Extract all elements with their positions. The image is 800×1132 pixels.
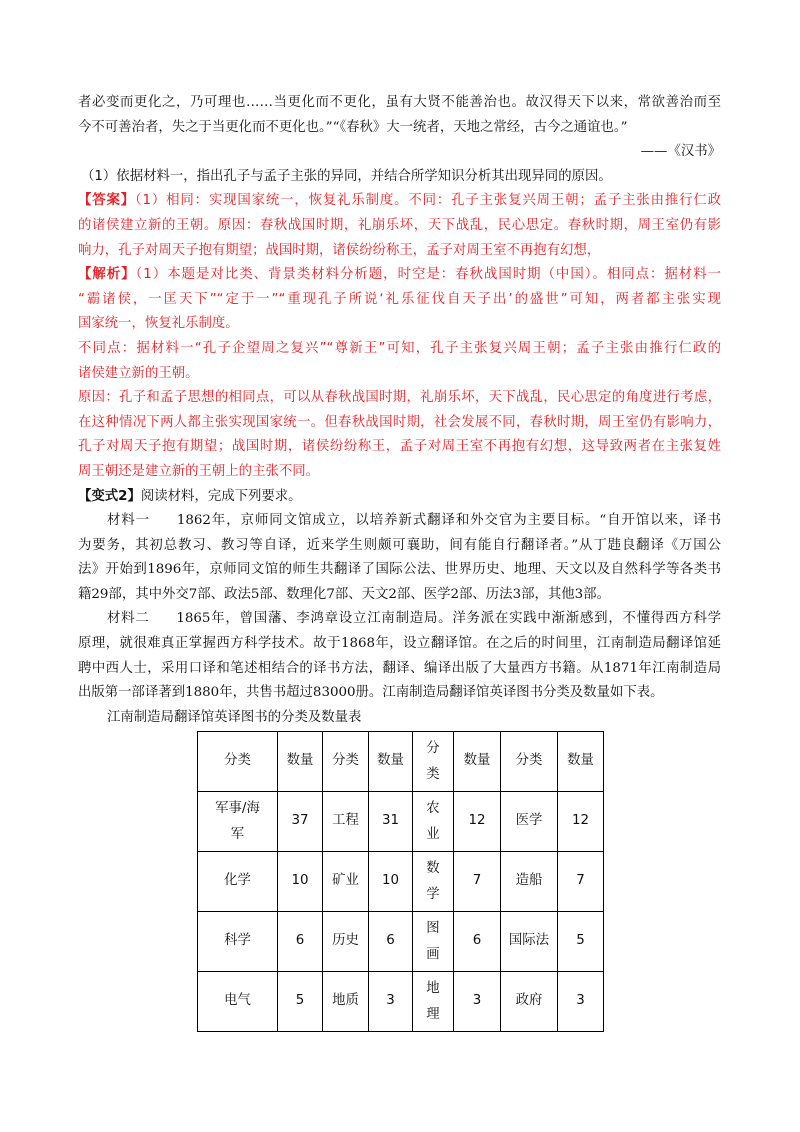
table-cell — [558, 852, 604, 912]
header-text: 分类 — [224, 753, 251, 768]
cell-text: 12 — [571, 813, 590, 828]
question-text: （1）依据材料一，指出孔子与孟子主张的异同，并结合所学知识分析其出现异同的原因。 — [81, 168, 612, 184]
table-cell — [454, 792, 501, 852]
table-cell — [413, 852, 454, 912]
table-header-cell — [369, 732, 413, 792]
table-cell — [198, 972, 278, 1032]
table-cell — [501, 972, 558, 1032]
cell-text: 历史 — [332, 933, 359, 948]
cell-text: 地质 — [332, 993, 359, 1008]
answer-line — [78, 189, 721, 214]
table-cell — [369, 912, 413, 972]
header-text: 数量 — [377, 753, 404, 768]
analysis-line: 周王朝还是建立新的王朝上的主张不同。 — [78, 463, 320, 479]
table-header-cell — [323, 732, 369, 792]
analysis-line: 原因：孔子和孟子思想的相同点，可以从春秋战国时期，礼崩乐坏，天下战乱，民心思定的角度进行考虑， — [78, 390, 721, 406]
table-cell — [501, 912, 558, 972]
table-header-cell — [278, 732, 323, 792]
material-line: 籍29部，其中外交7部、政法5部、数理化7部、天文2部、医学2部、历法3部，其他3部。 — [78, 586, 610, 602]
table-cell — [558, 912, 604, 972]
cell-text: 工程 — [332, 813, 359, 828]
table-cell — [558, 972, 604, 1032]
text-body — [78, 91, 721, 730]
cell-text: 电气 — [224, 993, 251, 1008]
table-cell — [413, 972, 454, 1032]
table-cell — [369, 792, 413, 852]
cell-text: 3 — [472, 993, 482, 1008]
cell-text: 6 — [295, 933, 305, 948]
table-header-cell — [413, 732, 454, 792]
material-line: 原理，就很难真正掌握西方科学技术。故于1868年，设立翻译馆。在之后的时间里，江南制造局翻译馆延 — [78, 636, 721, 652]
material-line: 出版第一部译著到1880年，共售书超过83000册。江南制造局翻译馆英译图书分类及数量如下表。 — [78, 685, 664, 701]
analysis-line: 国家统一，恢复礼乐制度。 — [78, 316, 239, 332]
table-row — [198, 912, 604, 972]
book-category-table — [197, 731, 604, 1032]
cell-text: 6 — [472, 933, 482, 948]
cell-text: 数学 — [426, 860, 440, 902]
cell-text: 5 — [295, 993, 305, 1008]
cell-text: 化学 — [224, 873, 251, 888]
answer-line: 的诸侯建立新的王朝。原因：春秋战国时期，礼崩乐坏，天下战乱，民心思定。春秋时期，周王室仍有影 — [78, 217, 721, 233]
variant-label: 【变式2】 — [78, 488, 141, 504]
table-cell — [278, 852, 323, 912]
cell-text: 科学 — [224, 933, 251, 948]
analysis-line — [78, 263, 721, 288]
analysis-line: 诸侯建立新的王朝。 — [78, 365, 199, 381]
table-cell — [369, 852, 413, 912]
material-line: 为要务，其初总教习、教习等自译，近来学生则颇可襄助，间有能自行翻译者。”从丁韪良翻译《万国公 — [78, 537, 721, 553]
cell-text: 政府 — [515, 993, 543, 1008]
table-cell — [413, 792, 454, 852]
cell-text: 37 — [291, 813, 309, 828]
table-cell — [454, 912, 501, 972]
answer-text: （1）相同：实现国家统一，恢复礼乐制度。不同：孔子主张复兴周王朝；孟子主张由推行仁政 — [135, 193, 721, 209]
cell-text: 12 — [468, 813, 486, 828]
table-header-cell — [501, 732, 558, 792]
table-cell — [454, 852, 501, 912]
table-cell — [198, 852, 278, 912]
table-cell — [369, 972, 413, 1032]
analysis-line: 孔子对周天子抱有期望；战国时期，诸侯纷纷称王，孟子对周王室不再抱有幻想，这导致两者在主张复姓 — [78, 439, 721, 455]
variant-instruction: 阅读材料，完成下列要求。 — [140, 488, 302, 504]
table-cell — [323, 852, 369, 912]
cell-text: 地理 — [426, 980, 440, 1022]
cell-text: 3 — [386, 993, 395, 1008]
table-cell — [323, 912, 369, 972]
header-text: 数量 — [286, 753, 314, 768]
quote-line: 今不可善治者，失之于当更化而不更化也。”“《春秋》大一统者，天地之常经，古今之通谊也。” — [78, 119, 628, 135]
table-cell — [323, 792, 369, 852]
table-cell — [198, 912, 278, 972]
cell-text: 31 — [381, 813, 400, 828]
table-cell — [454, 972, 501, 1032]
cell-text: 7 — [472, 873, 482, 888]
header-text: 数量 — [463, 753, 491, 768]
cell-text: 10 — [381, 873, 400, 888]
table-cell — [198, 792, 278, 852]
table-row — [198, 852, 604, 912]
table-cell — [278, 912, 323, 972]
table-cell — [501, 792, 558, 852]
material-line — [78, 509, 721, 534]
table-header-cell — [198, 732, 278, 792]
cell-text: 矿业 — [332, 873, 359, 888]
cell-text: 3 — [576, 993, 585, 1008]
table-cell — [323, 972, 369, 1032]
header-text: 分类 — [515, 753, 543, 768]
table-row — [198, 792, 604, 852]
table-cell — [501, 852, 558, 912]
cell-text: 5 — [576, 933, 585, 948]
material-label: 材料一 — [107, 513, 151, 529]
material-text: 1865年，曾国藩、李鸿章设立江南制造局。洋务派在实践中渐渐感到，不懂得西方科学 — [176, 611, 721, 627]
cell-text: 国际法 — [508, 933, 550, 948]
analysis-label: 【解析】 — [78, 267, 136, 283]
variant-heading — [78, 485, 721, 510]
material-line — [78, 607, 721, 632]
table-header-row — [198, 732, 604, 792]
header-text: 数量 — [567, 753, 594, 768]
table-cell — [558, 792, 604, 852]
table-row — [198, 972, 604, 1032]
material-label: 材料二 — [107, 611, 150, 627]
table-cell — [278, 792, 323, 852]
cell-text: 7 — [576, 873, 585, 888]
table-cell — [278, 972, 323, 1032]
header-text: 分类 — [426, 740, 440, 782]
table-header-cell — [558, 732, 604, 792]
cell-text: 军事/海军 — [215, 800, 260, 842]
quote-source: ——《汉书》 — [640, 144, 721, 160]
answer-line: 响力，孔子对周天子抱有期望；战国时期，诸侯纷纷称王，孟子对周王室不再抱有幻想， — [78, 242, 601, 258]
header-text: 分类 — [332, 753, 359, 768]
answer-label: 【答案】 — [78, 193, 135, 209]
table-header-cell — [454, 732, 501, 792]
material-line: 法》开始到1896年，京师同文馆的师生共翻译了国际公法、世界历史、地理、天文以及自然科学等各类书 — [78, 562, 721, 578]
cell-text: 图画 — [426, 920, 440, 962]
cell-text: 医学 — [515, 813, 543, 828]
analysis-line: 在这种情况下两人都主张实现国家统一。但春秋战国时期，社会发展不同，春秋时期，周王室仍有影响力， — [78, 414, 721, 430]
analysis-line: “霸诸侯，一匡天下”“定于一”“重现孔子所说‘礼乐征伐自天子出’的盛世”可知，两者都主张实现 — [78, 291, 721, 307]
table-cell — [413, 912, 454, 972]
cell-text: 10 — [291, 873, 309, 888]
cell-text: 6 — [386, 933, 395, 948]
analysis-text: （1）本题是对比类、背景类材料分析题，时空是：春秋战国时期（中国）。相同点：据材料一 — [135, 267, 721, 283]
table-caption: 江南制造局翻译馆英译图书的分类及数量表 — [107, 709, 362, 725]
analysis-line: 不同点：据材料一“孔子企望周之复兴”“尊新王”可知，孔子主张复兴周王朝；孟子主张由推行仁政的 — [78, 340, 721, 356]
quote-line: 者必变而更化之，乃可理也……当更化而不更化，虽有大贤不能善治也。故汉得天下以来，常欲善治而至 — [78, 95, 721, 110]
material-text: 1862年，京师同文馆成立，以培养新式翻译和外交官为主要目标。“自开馆以来，译书 — [176, 513, 721, 529]
cell-text: 造船 — [515, 873, 543, 888]
material-line: 聘中西人士，采用口译和笔述相结合的译书方法，翻译、编译出版了大量西方书籍。从1871年江南制造局 — [78, 660, 721, 676]
cell-text: 农业 — [426, 800, 440, 842]
